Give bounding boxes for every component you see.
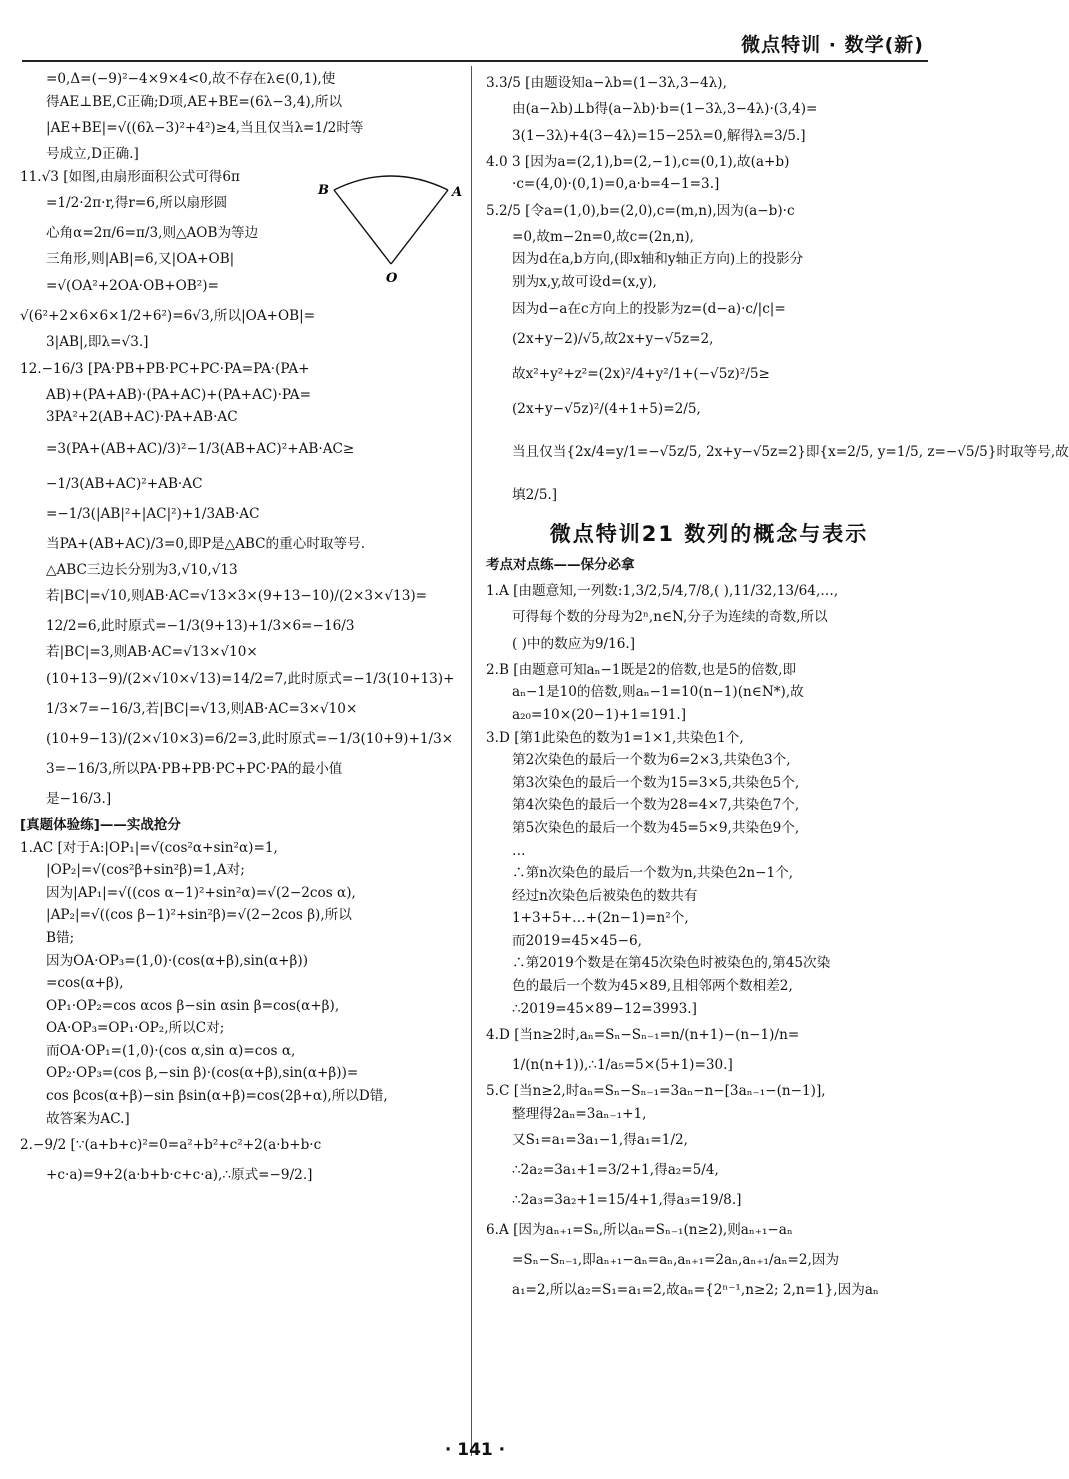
point-b-label: B: [318, 183, 329, 198]
answer-2-line: 2.B [由题意可知aₙ−1既是2的倍数,也是5的倍数,即: [486, 661, 797, 678]
answer-text-line: 经过n次染色后被染色的数共有: [512, 887, 698, 904]
answer-text-line: 因为OA·OP₃=(1,0)·(cos(α+β),sin(α+β)): [46, 952, 308, 969]
answer-text-line: 12/2=6,此时原式=−1/3(9+13)+1/3×6=−16/3: [46, 618, 355, 635]
answer-text-line: √(6²+2×6×6×1/2+6²)=6√3,所以|OA+OB|=: [20, 307, 316, 324]
answer-text-line: ∴第n次染色的最后一个数为n,共染色2n−1个,: [512, 865, 794, 882]
answer-text-line: …: [512, 842, 526, 859]
answer-text-line: 故x²+y²+z²=(2x)²/4+y²/1+(−√5z)²/5≥: [512, 365, 770, 382]
answer-text-line: OA·OP₃=OP₁·OP₂,所以C对;: [46, 1020, 225, 1037]
answer-text-line: 可得每个数的分母为2ⁿ,n∈N,分子为连续的奇数,所以: [512, 609, 828, 626]
answer-text-line: 3=−16/3,所以PA·PB+PB·PC+PC·PA的最小值: [46, 760, 343, 777]
answer-text-line: 心角α=2π/6=π/3,则△AOB为等边: [46, 225, 259, 242]
answer-text-line: cos βcos(α+β)−sin βsin(α+β)=cos(2β+α),所以D错,: [46, 1088, 388, 1105]
answer-text-line: 第2次染色的最后一个数为6=2×3,共染色3个,: [512, 752, 791, 769]
sector-arc: [334, 176, 448, 190]
answer-text-line: =−1/3(|AB|²+|AC|²)+1/3AB·AC: [46, 505, 260, 522]
answer-text-line: 第3次染色的最后一个数为15=3×5,共染色5个,: [512, 774, 800, 791]
answer-text-line: OP₂·OP₃=(cos β,−sin β)·(cos(α+β),sin(α+β))=: [46, 1065, 359, 1082]
right-column: [486, 68, 1069, 1305]
answer-text-line: ∴2019=45×89−12=3993.]: [512, 1000, 697, 1017]
section-label-practice: 考点对点练——保分必拿: [486, 556, 635, 573]
answer-text-line: 第4次染色的最后一个数为28=4×7,共染色7个,: [512, 797, 800, 814]
answer-11-line: 11.√3 [如图,由扇形面积公式可得6π: [20, 168, 240, 185]
answer-text-line: a₁=2,所以a₂=S₁=a₁=2,故aₙ={2ⁿ⁻¹,n≥2; 2,n=1},因为aₙ: [512, 1282, 879, 1299]
section-label-real-exam: [真题体验练]——实战抢分: [20, 816, 181, 833]
answer-text-line: ∴第2019个数是在第45次染色时被染色的,第45次染: [512, 955, 831, 972]
answer-text-line: 因为d在a,b方向,(即x轴和y轴正方向)上的投影分: [512, 251, 804, 268]
answer-12-line: 12.−16/3 [PA·PB+PB·PC+PC·PA=PA·(PA+: [20, 360, 310, 377]
answer-text-line: 若|BC|=√10,则AB·AC=√13×3×(9+13−10)/(2×3×√13)=: [46, 588, 428, 605]
section-title: 微点特训21 数列的概念与表示: [549, 521, 869, 546]
answer-text-line: OP₁·OP₂=cos αcos β−sin αsin β=cos(α+β),: [46, 997, 340, 1014]
answer-text-line: |AE+BE|=√((6λ−3)²+4²)≥4,当且仅当λ=1/2时等: [46, 120, 364, 137]
answer-text-line: B错;: [46, 929, 75, 946]
answer-text-line: 而OA·OP₁=(1,0)·(cos α,sin α)=cos α,: [46, 1042, 296, 1059]
answer-4-line: 4.D [当n≥2时,aₙ=Sₙ−Sₙ₋₁=n/(n+1)−(n−1)/n=: [486, 1027, 800, 1044]
answer-3-line: 3.3/5 [由题设知a−λb=(1−3λ,3−4λ),: [486, 75, 727, 91]
answer-text-line: =√(OA²+2OA·OB+OB²)=: [46, 277, 219, 294]
point-o-label: O: [386, 271, 398, 286]
answer-text-line: 而2019=45×45−6,: [512, 932, 642, 949]
answer-1-line: 1.AC [对于A:|OP₁|=√(cos²α+sin²α)=1,: [20, 839, 278, 856]
answer-text-line: 因为|AP₁|=√((cos α−1)²+sin²α)=√(2−2cos α),: [46, 884, 356, 901]
answer-text-line: |AP₂|=√((cos β−1)²+sin²β)=√(2−2cos β),所以: [46, 907, 352, 924]
point-a-label: A: [452, 185, 463, 200]
answer-text-line: 因为d−a在c方向上的投影为z=(d−a)·c/|c|=: [512, 300, 786, 317]
answer-text-line: 3(1−3λ)+4(3−4λ)=15−25λ=0,解得λ=3/5.]: [512, 127, 806, 144]
answer-text-line: 故答案为AC.]: [46, 1110, 130, 1127]
answer-text-line: 号成立,D正确.]: [46, 146, 139, 163]
answer-text-line: 1/3×7=−16/3,若|BC|=√13,则AB·AC=3×√10×: [46, 700, 358, 717]
answer-text-line: ( )中的数应为9/16.]: [512, 635, 636, 652]
answer-text-line: a₂₀=10×(20−1)+1=191.]: [512, 706, 687, 723]
answer-text-line: 又S₁=a₁=3a₁−1,得a₁=1/2,: [512, 1132, 688, 1149]
answer-text-line: (10+9−13)/(2×√10×3)=6/2=3,此时原式=−1/3(10+9)+1/3×: [46, 730, 454, 747]
answer-text-line: =3(PA+(AB+AC)/3)²−1/3(AB+AC)²+AB·AC≥: [46, 440, 355, 457]
answer-text-line: ∴2a₂=3a₁+1=3/2+1,得a₂=5/4,: [512, 1162, 719, 1179]
answer-text-line: ∴2a₃=3a₂+1=15/4+1,得a₃=19/8.]: [512, 1192, 742, 1209]
answer-text-line: 1/(n(n+1)),∴1/a₅=5×(5+1)=30.]: [512, 1057, 733, 1074]
answer-text-line: 填2/5.]: [512, 486, 558, 503]
answer-text-line: 三角形,则|AB|=6,又|OA+OB|: [46, 251, 235, 268]
answer-text-line: 当且仅当{2x/4=y/1=−√5z/5, 2x+y−√5z=2}即{x=2/5, y=1/5, z=−√5/5}时取等号,故: [512, 443, 1069, 460]
answer-text-line: 是−16/3.]: [46, 790, 112, 807]
header-divider: [22, 60, 928, 62]
page-number: · 141 ·: [444, 1440, 506, 1460]
answer-text-line: +c·a)=9+2(a·b+b·c+c·a),∴原式=−9/2.]: [46, 1167, 313, 1184]
answer-text-line: (10+13−9)/(2×√10×√13)=14/2=7,此时原式=−1/3(10+13)+: [46, 670, 455, 687]
answer-text-line: ·c=(4,0)·(0,1)=0,a·b=4−1=3.]: [512, 176, 720, 193]
answer-text-line: (2x+y−2)/√5,故2x+y−√5z=2,: [512, 330, 714, 347]
answer-text-line: △ABC三边长分别为3,√10,√13: [46, 561, 238, 578]
radius-ob: [334, 190, 391, 264]
answer-6-line: 6.A [因为aₙ₊₁=Sₙ,所以aₙ=Sₙ₋₁(n≥2),则aₙ₊₁−aₙ: [486, 1222, 793, 1239]
answer-text-line: AB)+(PA+AB)·(PA+AC)+(PA+AC)·PA=: [46, 386, 312, 403]
answer-text-line: =1/2·2π·r,得r=6,所以扇形圆: [46, 195, 228, 212]
sector-figure: [316, 168, 466, 286]
column-divider: [471, 66, 472, 1456]
answer-text-line: =0,Δ=(−9)²−4×9×4<0,故不存在λ∈(0,1),使: [46, 71, 336, 87]
answer-1-line: 1.A [由题意知,一列数:1,3/2,5/4,7/8,( ),11/32,13/64,…,: [486, 583, 839, 600]
answer-text-line: aₙ−1是10的倍数,则aₙ−1=10(n−1)(n∈N*),故: [512, 684, 804, 701]
answer-text-line: =Sₙ−Sₙ₋₁,即aₙ₊₁−aₙ=aₙ,aₙ₊₁=2aₙ,aₙ₊₁/aₙ=2,因为: [512, 1252, 840, 1269]
answer-text-line: 若|BC|=3,则AB·AC=√13×√10×: [46, 644, 258, 661]
answer-text-line: −1/3(AB+AC)²+AB·AC: [46, 475, 203, 492]
answer-text-line: 3PA²+2(AB+AC)·PA+AB·AC: [46, 409, 238, 426]
answer-text-line: 1+3+5+…+(2n−1)=n²个,: [512, 910, 689, 927]
answer-text-line: 3|AB|,即λ=√3.]: [46, 333, 149, 350]
answer-5-line: 5.C [当n≥2,时aₙ=Sₙ−Sₙ₋₁=3aₙ−n−[3aₙ₋₁−(n−1)],: [486, 1083, 826, 1100]
answer-text-line: (2x+y−√5z)²/(4+1+5)=2/5,: [512, 400, 701, 417]
answer-text-line: 整理得2aₙ=3aₙ₋₁+1,: [512, 1105, 647, 1122]
answer-text-line: 当PA+(AB+AC)/3=0,即P是△ABC的重心时取等号.: [46, 535, 366, 552]
answer-4-line: 4.0 3 [因为a=(2,1),b=(2,−1),c=(0,1),故(a+b): [486, 153, 790, 170]
answer-text-line: 色的最后一个数为45×89,且相邻两个数相差2,: [512, 978, 793, 995]
sector-diagram: [316, 168, 466, 286]
answer-text-line: =cos(α+β),: [46, 975, 124, 992]
answer-text-line: =0,故m−2n=0,故c=(2n,n),: [512, 228, 695, 245]
answer-text-line: 得AE⊥BE,C正确;D项,AE+BE=(6λ−3,4),所以: [46, 93, 343, 110]
answer-3-line: 3.D [第1此染色的数为1=1×1,共染色1个,: [486, 729, 744, 746]
answer-2-line: 2.−9/2 [∵(a+b+c)²=0=a²+b²+c²+2(a·b+b·c: [20, 1137, 322, 1154]
answer-text-line: 第5次染色的最后一个数为45=5×9,共染色9个,: [512, 819, 800, 836]
answer-5-line: 5.2/5 [令a=(1,0),b=(2,0),c=(m,n),因为(a−b)·c: [486, 202, 795, 219]
answer-text-line: 别为x,y,故可设d=(x,y),: [512, 273, 657, 290]
header-title: 微点特训 · 数学(新): [741, 34, 924, 56]
radius-oa: [391, 190, 448, 264]
answer-text-line: 由(a−λb)⊥b得(a−λb)·b=(1−3λ,3−4λ)·(3,4)=: [512, 101, 818, 117]
answer-text-line: |OP₂|=√(cos²β+sin²β)=1,A对;: [46, 862, 245, 879]
